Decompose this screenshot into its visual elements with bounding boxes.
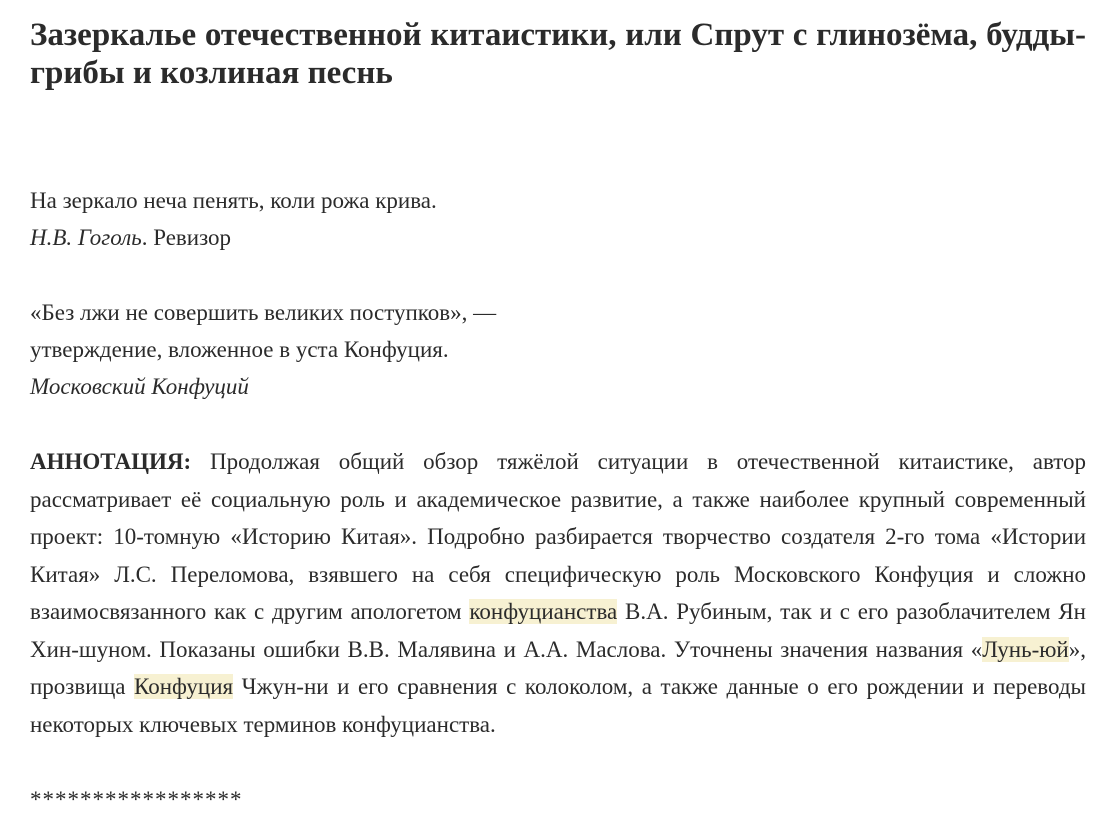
epigraph-confucius — [30, 294, 1086, 405]
highlight-term[interactable]: Конфуция — [134, 674, 234, 699]
epigraph-gogol — [30, 182, 1086, 256]
highlight-term[interactable]: Лунь-юй — [982, 636, 1069, 662]
annotation-text: Чжун-ни и его сравнения с колоколом, а также данные о его рождении и переводы некоторых ключевых терминов конфуцианства. — [30, 674, 1087, 737]
epigraph-note: утверждение, вложенное в уста Конфуция. — [30, 337, 449, 362]
epigraph-source: . Ревизор — [141, 225, 232, 250]
section-separator: ***************** — [30, 787, 243, 812]
epigraph-quote: На зеркало неча пенять, коли рожа крива. — [30, 188, 437, 213]
article-title: Зазеркалье отечественной китаистики, или Спрут с глинозёма, будды-грибы и козлиная песнь — [30, 17, 1086, 91]
epigraph-author: Н.В. Гоголь — [30, 225, 142, 250]
epigraph-attribution — [30, 219, 1086, 256]
annotation-paragraph — [30, 443, 1086, 743]
annotation-text: В.А. Рубиным, так и с его разоблачителем Ян Хин-шуном. Показаны ошибки В.В. Малявина и А.А. Маслова. Уточнены значения названия « — [30, 599, 1086, 662]
annotation-text: Продолжая общий обзор тяжёлой ситуации в отечественной китаистике, автор рассматривает её социальную роль и академическое развитие, а также наиболее крупный современный проект: 10-томную «Историю Китая». Подробно разбирается творчество создателя 2-го тома «Истории Китая» Л.С. Переломова, взявшего на себя специфическую роль Московского Конфуция и сложно взаимосвязанного как с другим апологетом — [30, 449, 1086, 624]
annotation-text: », прозвища — [30, 636, 1086, 699]
article — [30, 0, 1086, 818]
highlight-term[interactable]: конфуцианства — [469, 599, 618, 624]
epigraph-quote: «Без лжи не совершить великих поступков», — — [30, 300, 497, 325]
annotation-label: АННОТАЦИЯ: — [30, 449, 192, 474]
epigraph-source: Московский Конфуций — [30, 374, 249, 399]
